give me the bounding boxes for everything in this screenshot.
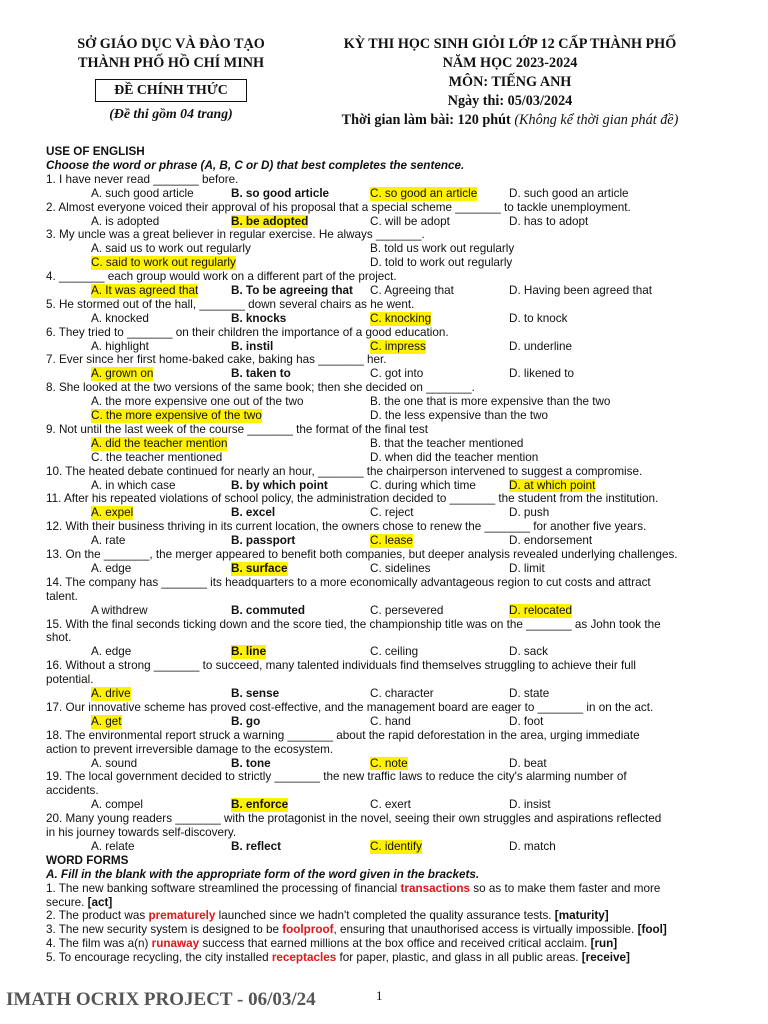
exam-content	[46, 145, 726, 965]
option-b: B. reflect	[231, 839, 282, 853]
question-stem: 7. Ever since her first home-baked cake, baking has _______ her.	[46, 353, 387, 367]
word-form-answer: foolproof	[282, 923, 334, 937]
option-c: C. said to work out regularly	[91, 256, 236, 270]
section-instruction: Choose the word or phrase (A, B, C or D) that best completes the sentence.	[46, 158, 465, 172]
option-d: D. endorsement	[509, 534, 593, 548]
option-a: A. It was agreed that	[91, 284, 199, 297]
option-c: C. knocking	[370, 311, 432, 325]
option-b: B. the one that is more expensive than the two	[370, 395, 611, 409]
option-a: A. sound	[91, 756, 138, 770]
department-line-2: THÀNH PHỐ HỒ CHÍ MINH	[77, 55, 265, 71]
question-stem: action to prevent irreversible damage to the ecosystem.	[46, 742, 334, 756]
option-c: C. Agreeing that	[370, 284, 454, 297]
option-b: B. so good article	[231, 186, 330, 200]
option-b: B. tone	[231, 756, 271, 770]
options-row	[46, 256, 726, 270]
word-form-answer: runaway	[151, 937, 200, 951]
options-row	[46, 798, 726, 812]
option-d: D. told to work out regularly	[370, 256, 513, 270]
options-row	[46, 534, 726, 548]
options-row	[46, 562, 726, 576]
options-row	[46, 187, 726, 201]
option-a: A. said us to work out regularly	[91, 242, 251, 256]
question-stem: 8. She looked at the two versions of the same book; then she decided on _______.	[46, 381, 475, 395]
option-d: D. state	[509, 687, 550, 701]
option-d: D. limit	[509, 561, 545, 575]
section-title-use-of-english: USE OF ENGLISH	[46, 145, 145, 158]
question-stem: 4. _______ each group would work on a different part of the project.	[46, 270, 397, 284]
word-form-key: [receive]	[581, 951, 630, 965]
word-form-answer: receptacles	[271, 951, 337, 965]
option-d: D. insist	[509, 798, 551, 812]
option-a: A. the more expensive one out of the two	[91, 395, 304, 409]
option-b: B. line	[231, 645, 267, 659]
subject: MÔN: TIẾNG ANH	[448, 74, 572, 90]
option-a: A. is adopted	[91, 214, 160, 228]
options-row	[46, 284, 726, 298]
option-b: B. instil	[231, 339, 274, 353]
word-form-before: 5. To encourage recycling, the city installed	[46, 951, 272, 965]
options-row	[46, 757, 726, 771]
word-form-key: [maturity]	[554, 909, 609, 923]
option-d: D. foot	[509, 714, 544, 728]
option-b: B. told us work out regularly	[370, 242, 515, 256]
options-row	[46, 340, 726, 354]
option-c: C. impress	[370, 339, 426, 353]
question-stem: 16. Without a strong _______ to succeed, many talented individuals find themselves struggling to achieve their full	[46, 659, 636, 673]
word-form-after: for paper, plastic, and glass in all public areas.	[336, 951, 582, 965]
exam-date: Ngày thi: 05/03/2024	[447, 93, 573, 109]
school-year: NĂM HỌC 2023-2024	[442, 55, 578, 71]
option-c: C. got into	[370, 367, 424, 381]
word-form-key: [run]	[590, 937, 618, 951]
option-a: A. drive	[91, 687, 131, 701]
department-line-1: SỞ GIÁO DỤC VÀ ĐÀO TẠO	[77, 36, 265, 52]
option-c: C. reject	[370, 506, 414, 520]
options-row	[46, 645, 726, 659]
option-d: D. match	[509, 839, 556, 853]
question-stem: 6. They tried to _______ on their children the importance of a good education.	[46, 325, 449, 339]
option-a: A. get	[91, 714, 122, 728]
option-d: D. beat	[509, 756, 547, 770]
option-c: C. the more expensive of the two	[91, 409, 262, 423]
question-stem: 2. Almost everyone voiced their approval of his proposal that a special scheme _______ to tackle unemployment.	[46, 200, 631, 214]
word-form-answer: transactions	[400, 881, 471, 895]
options-row	[46, 506, 726, 520]
section-title-word-forms: WORD FORMS	[46, 853, 129, 867]
option-d: D. sack	[509, 645, 548, 659]
word-form-item	[46, 882, 726, 910]
option-b: B. knocks	[231, 311, 287, 325]
option-a: A. grown on	[91, 367, 154, 381]
question-stem: 10. The heated debate continued for nearly an hour, _______ the chairperson intervened to suggest a compromise.	[46, 464, 643, 478]
option-b: B. taken to	[231, 367, 291, 381]
options-row	[46, 409, 726, 423]
option-b: B. To be agreeing that	[231, 284, 353, 297]
option-a: A. rate	[91, 534, 126, 548]
question-stem: 15. With the final seconds ticking down and the score tied, the championship title was on the _______ as John took the	[46, 617, 661, 631]
option-a: A withdrew	[91, 603, 148, 617]
options-row	[46, 437, 726, 451]
question-stem: potential.	[46, 673, 94, 687]
option-b: B. commuted	[231, 603, 306, 617]
option-a: A. expel	[91, 506, 134, 520]
question-list	[46, 173, 726, 854]
word-forms-instruction: A. Fill in the blank with the appropriate form of the word given in the brackets.	[46, 867, 480, 881]
option-a: A. edge	[91, 561, 132, 575]
options-row	[46, 215, 726, 229]
word-form-after: so as to make them faster and more	[470, 881, 661, 895]
question-stem: shot.	[46, 631, 72, 645]
option-b: B. excel	[231, 506, 276, 520]
word-form-before: 4. The film was a(n)	[46, 937, 152, 951]
question-stem: 3. My uncle was a great believer in regular exercise. He always _______.	[46, 228, 425, 242]
options-row	[46, 395, 726, 409]
option-d: D. to knock	[509, 311, 568, 325]
option-b: B. that the teacher mentioned	[370, 436, 524, 450]
option-c: C. during which time	[370, 478, 476, 492]
question-stem: 19. The local government decided to strictly _______ the new traffic laws to reduce the city's alarming number of	[46, 770, 627, 784]
option-b: B. surface	[231, 561, 288, 575]
time-note: (Không kể thời gian phát đề)	[514, 112, 679, 128]
option-a: A. edge	[91, 645, 132, 659]
option-b: B. go	[231, 714, 261, 728]
question-stem: 9. Not until the last week of the course _______ the format of the final test	[46, 422, 429, 436]
word-form-item	[46, 923, 726, 937]
options-row	[46, 451, 726, 465]
word-form-before: 2. The product was	[46, 909, 149, 923]
word-form-after: success that earned millions at the box office and received critical acclaim.	[199, 937, 591, 951]
question-stem: 20. Many young readers _______ with the protagonist in the novel, seeing their own struggles and aspirations reflected	[46, 812, 662, 826]
option-a: A. such good article	[91, 186, 194, 200]
option-b: B. by which point	[231, 478, 328, 492]
word-form-answer: prematurely	[148, 909, 216, 923]
option-a: A. knocked	[91, 311, 149, 325]
option-b: B. be adopted	[231, 214, 309, 228]
word-form-after: launched since we hadn't completed the quality assurance tests.	[215, 909, 555, 923]
question-stem: 5. He stormed out of the hall, _______ down several chairs as he went.	[46, 297, 415, 311]
footer-project: IMATH OCRIX PROJECT - 06/03/24	[6, 989, 316, 1010]
word-form-before: 3. The new security system is designed to be	[46, 923, 283, 937]
question-stem: 11. After his repeated violations of school policy, the administration decided to _______ the student from the institution.	[46, 492, 659, 506]
word-form-key: [fool]	[637, 923, 667, 937]
option-c: C. lease	[370, 534, 413, 548]
official-exam-box: ĐỀ CHÍNH THỨC	[95, 79, 246, 102]
option-a: A. did the teacher mention	[91, 436, 228, 450]
question-stem: 14. The company has _______ its headquarters to a more economically advantageous region to cut costs and attract	[46, 575, 651, 589]
time-allowed	[300, 111, 720, 130]
question-stem: 1. I have never read _______ before.	[46, 172, 239, 186]
option-d: D. likened to	[509, 367, 574, 381]
option-a: A. highlight	[91, 339, 149, 353]
option-c: C. exert	[370, 798, 411, 812]
question-stem: talent.	[46, 589, 78, 603]
option-a: A. compel	[91, 798, 143, 812]
header-right	[300, 35, 720, 130]
time-label: Thời gian làm bài: 120 phút	[341, 112, 511, 128]
option-d: D. underline	[509, 339, 573, 353]
option-d: D. relocated	[509, 603, 573, 617]
option-a: A. relate	[91, 839, 135, 853]
question-stem: 17. Our innovative scheme has proved cost-effective, and the management board are eager to _______ in on the act.	[46, 700, 654, 714]
option-c: C. note	[370, 756, 408, 770]
exam-title: KỲ THI HỌC SINH GIỎI LỚP 12 CẤP THÀNH PHỐ	[343, 36, 677, 52]
option-b: B. passport	[231, 534, 296, 548]
option-d: D. when did the teacher mention	[370, 450, 539, 464]
option-b: B. sense	[231, 687, 280, 701]
question-stem: 18. The environmental report struck a warning _______ about the rapid deforestation in the area, urging immediate	[46, 728, 640, 742]
option-d: D. has to adopt	[509, 214, 589, 228]
options-row	[46, 840, 726, 854]
option-d: D. at which point	[509, 478, 596, 492]
question-stem: 12. With their business thriving in its current location, the owners chose to renew the _______ for another five years.	[46, 520, 647, 534]
option-d: D. Having been agreed that	[509, 284, 652, 297]
options-row	[46, 312, 726, 326]
header-left	[56, 35, 286, 122]
word-form-line2: secure.	[46, 895, 88, 909]
word-form-after: , ensuring that unauthorised access is virtually impossible.	[333, 923, 638, 937]
option-c: C. sidelines	[370, 561, 431, 575]
option-c: C. hand	[370, 714, 411, 728]
question-stem: in his journey towards self-discovery.	[46, 826, 237, 840]
word-form-before: 1. The new banking software streamlined the processing of financial	[46, 881, 401, 895]
option-d: D. such good an article	[509, 186, 629, 200]
options-row	[46, 687, 726, 701]
word-forms-list	[46, 882, 726, 965]
question-stem: 13. On the _______, the merger appeared to benefit both companies, but deeper analysis revealed underlying challenges.	[46, 548, 678, 562]
option-c: C. will be adopt	[370, 214, 450, 228]
option-c: C. the teacher mentioned	[91, 450, 223, 464]
options-row	[46, 479, 726, 493]
option-c: C. character	[370, 687, 434, 701]
word-form-key: [act]	[87, 895, 113, 909]
question-stem: accidents.	[46, 784, 99, 798]
page-number: 1	[376, 988, 383, 1003]
option-d: D. the less expensive than the two	[370, 409, 549, 423]
option-c: C. ceiling	[370, 645, 419, 659]
word-form-item	[46, 909, 726, 923]
options-row	[46, 715, 726, 729]
word-form-item	[46, 951, 726, 965]
options-row	[46, 242, 726, 256]
pages-note: (Đề thi gồm 04 trang)	[109, 106, 233, 121]
option-c: C. so good an article	[370, 186, 478, 200]
option-d: D. push	[509, 506, 550, 520]
option-c: C. persevered	[370, 603, 444, 617]
options-row	[46, 367, 726, 381]
options-row	[46, 604, 726, 618]
word-form-item	[46, 937, 726, 951]
option-c: C. identify	[370, 839, 422, 853]
option-a: A. in which case	[91, 478, 176, 492]
option-b: B. enforce	[231, 798, 289, 812]
